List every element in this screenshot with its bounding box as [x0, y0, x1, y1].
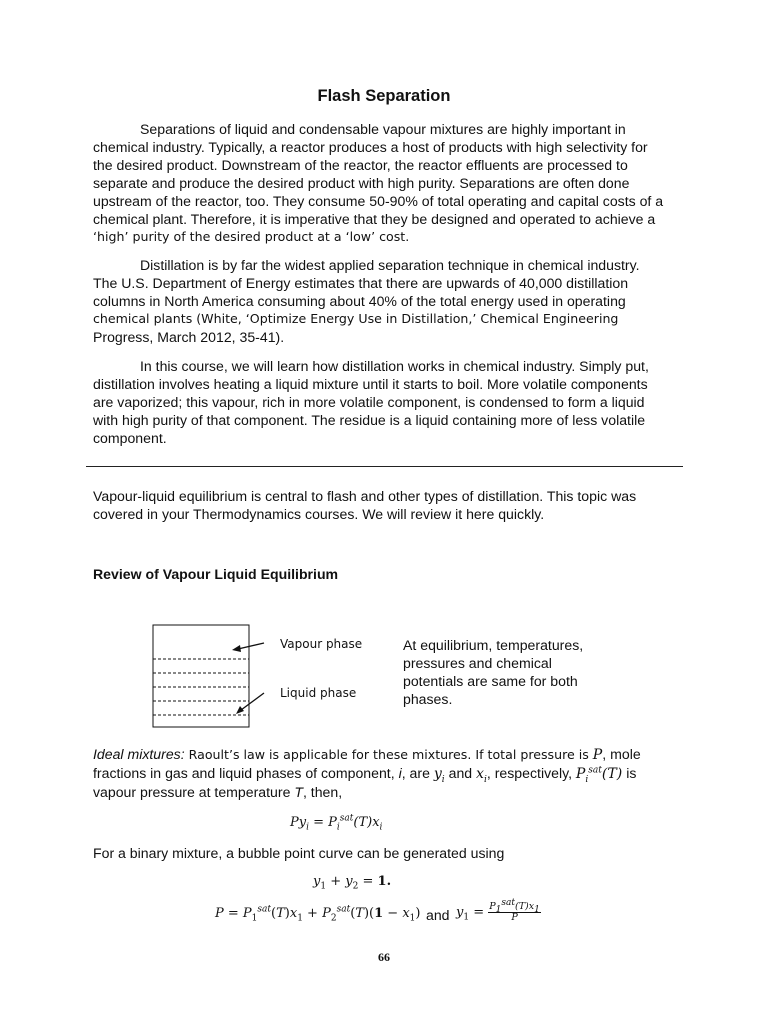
vessel-outline	[153, 625, 249, 727]
math-i: i	[398, 765, 402, 781]
math-T: T	[294, 784, 303, 800]
paragraph-ideal-mixtures	[93, 745, 693, 801]
text-line: chemical plants (White, ‘Optimize Energy Use in Distillation,’ Chemical Engineering	[93, 311, 619, 326]
text-line: fractions in gas and liquid phases of component, i, are $y_i$ and $x_i$, respectively, $P_i^{sat}(T)$ is	[93, 765, 637, 785]
text-line: potentials are same for both	[403, 673, 578, 689]
text-line: At equilibrium, temperatures,	[403, 637, 584, 653]
text-line: Progress, March 2012, 35-41).	[93, 329, 285, 345]
text-line: the desired product. Downstream of the reactor, the reactor effluents are processed to	[93, 157, 628, 173]
text-line: chemical industry. Typically, a reactor produces a host of products with high selectivity for	[93, 139, 648, 155]
text-line: component.	[93, 430, 167, 446]
page-title: Flash Separation	[317, 87, 451, 105]
text-line: Separations of liquid and condensable vapour mixtures are highly important in	[140, 121, 626, 137]
liquid-phase-label: Liquid phase	[280, 686, 357, 700]
text-line: In this course, we will learn how distillation works in chemical industry. Simply put,	[140, 358, 649, 374]
raoult-law-equation: $Py_i = P_i^{sat}(T)x_i$	[290, 813, 383, 833]
page-number: 66	[378, 950, 390, 964]
text-line: are vaporized; this vapour, rich in more volatile component, is condensed to form a liquid	[93, 394, 645, 410]
math-x-i: $x_i$	[476, 766, 487, 785]
vapour-fraction-equation: $y_1$ = $\frac{P_1^{sat}(T)x_1}{P}$	[456, 897, 540, 923]
math-y-i: $y_i$	[433, 766, 445, 785]
text-line: pressures and chemical	[403, 655, 552, 671]
text-line: columns in North America consuming about 40% of the total energy used in operating	[93, 293, 626, 309]
text-line: covered in your Thermodynamics courses. We will review it here quickly.	[93, 506, 545, 522]
bubble-point-equation: $P = P_1^{sat}(T)x_1 + P_2^{sat}(T)(1 - x_1)$	[215, 904, 421, 924]
math-P: P	[592, 747, 603, 763]
equilibrium-note	[403, 636, 583, 708]
vle-vessel-diagram	[140, 615, 380, 735]
text-line: Distillation is by far the widest applied separation technique in chemical industry.	[140, 257, 640, 273]
fraction: $\frac{P_1^{sat}(T)x_1}{P}$	[489, 897, 540, 923]
math-psat: $P_i^{sat}(T)$	[575, 765, 623, 785]
paragraph-distillation	[93, 256, 683, 346]
binary-mixture-text: For a binary mixture, a bubble point curve can be generated using	[93, 845, 505, 861]
paragraph-course	[93, 357, 683, 447]
text-line: phases.	[403, 691, 453, 707]
text-line: vapour pressure at temperature T, then,	[93, 784, 343, 800]
liquid-arrow	[236, 693, 264, 714]
text-line: chemical plant. Therefore, it is imperative that they be designed and operated to achieve a	[93, 211, 656, 227]
vapour-arrow	[232, 643, 264, 652]
text-line: The U.S. Department of Energy estimates that there are upwards of 40,000 distillation	[93, 275, 629, 291]
text-line: distillation involves heating a liquid mixture until it starts to boil. More volatile components	[93, 376, 648, 392]
text-line: with high purity of that component. The residue is a liquid containing more of less volatile	[93, 412, 646, 428]
text-line: upstream of the reactor, too. They consume 50-90% of total operating and capital costs of a	[93, 193, 664, 209]
paragraph-separations	[93, 120, 683, 246]
text-line: ‘high’ purity of the desired product at a ‘low’ cost.	[93, 229, 410, 244]
mole-fraction-sum-equation: $y_1 + y_2 = 1$.	[313, 874, 392, 892]
horizontal-divider	[86, 466, 683, 467]
paragraph-vle-intro	[93, 487, 683, 523]
text-line: Ideal mixtures: Raoult’s law is applicable for these mixtures. If total pressure is P, mole	[93, 746, 641, 763]
ideal-mixtures-label: Ideal mixtures:	[93, 746, 185, 762]
text-line: Vapour-liquid equilibrium is central to flash and other types of distillation. This topic was	[93, 488, 637, 504]
text-line: separate and produce the desired product with high purity. Separations are often done	[93, 175, 630, 191]
and-text: and	[426, 907, 450, 923]
section-heading: Review of Vapour Liquid Equilibrium	[93, 566, 339, 582]
vapour-phase-label: Vapour phase	[280, 637, 363, 651]
